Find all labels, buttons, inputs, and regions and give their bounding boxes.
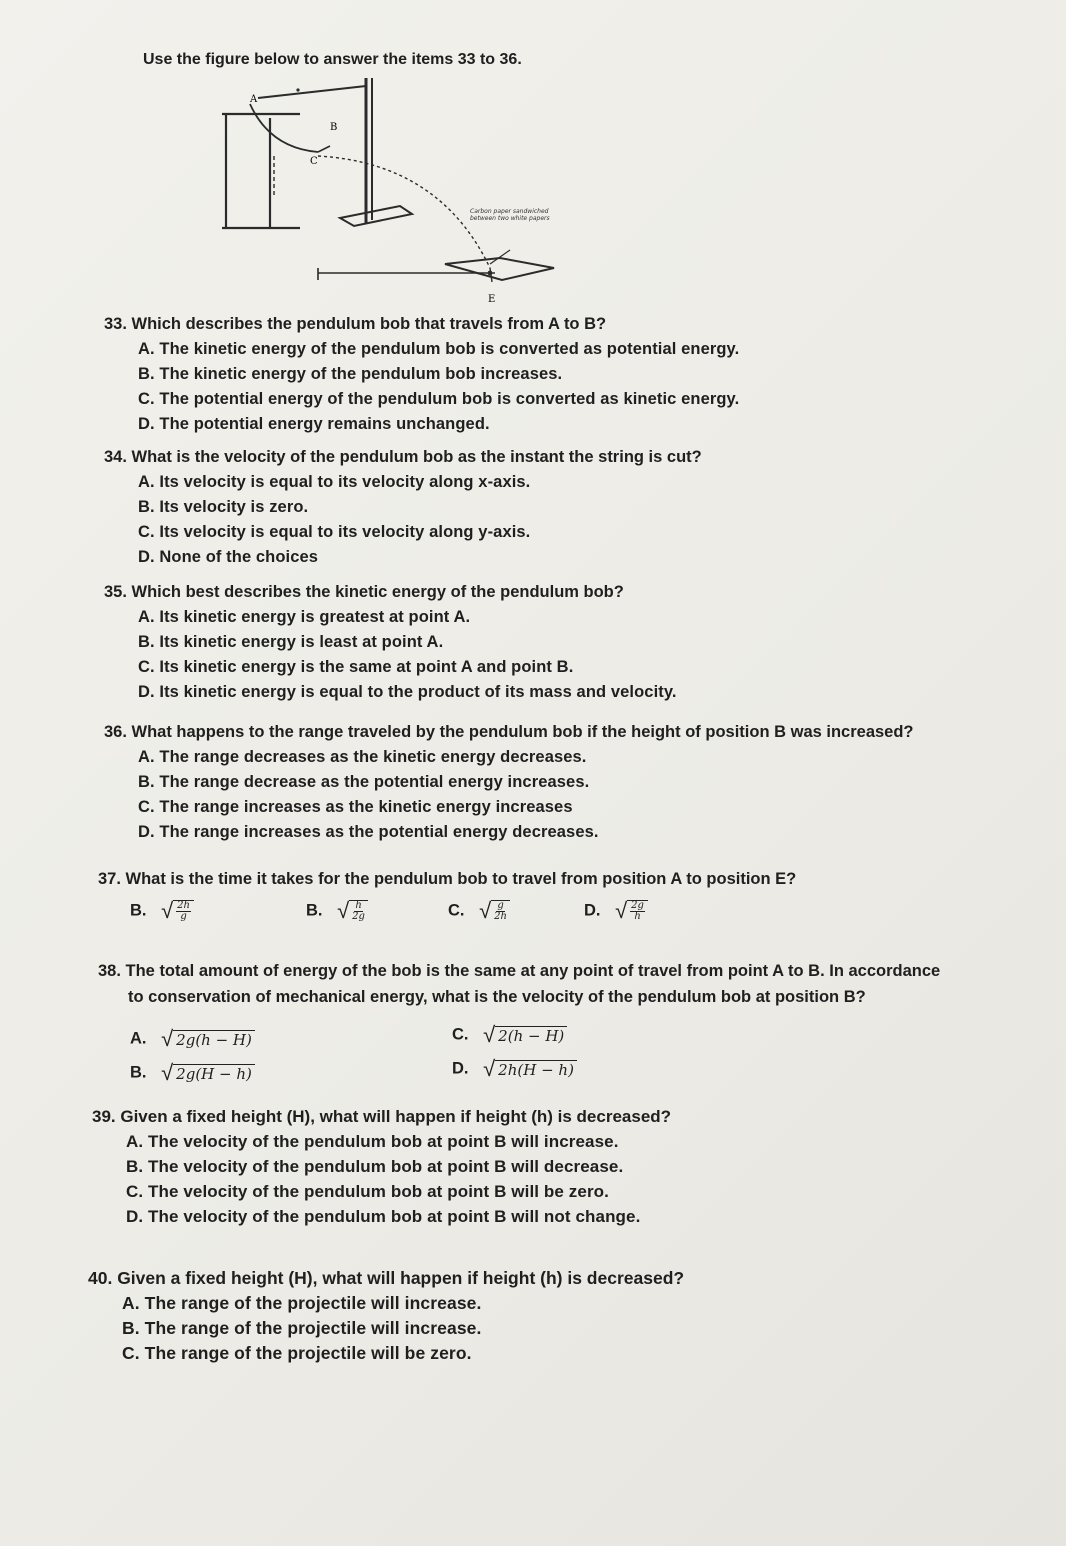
q38-option-d: D. √ 2h(H − h) xyxy=(452,1056,577,1082)
carbon-paper xyxy=(445,258,554,280)
label-e: E xyxy=(488,294,496,305)
option-c: C. The range increases as the kinetic energy increases xyxy=(138,798,573,816)
option-b: B. The kinetic energy of the pendulum bob increases. xyxy=(138,365,563,383)
figure-note: Carbon paper sandwiched between two white papers xyxy=(470,208,550,222)
option-b: B. The velocity of the pendulum bob at point B will decrease. xyxy=(126,1157,624,1176)
option-a: A. The velocity of the pendulum bob at point B will increase. xyxy=(126,1132,619,1151)
option-b: B. The range decrease as the potential energy increases. xyxy=(138,773,590,791)
question-33 xyxy=(104,314,739,434)
question-36 xyxy=(104,722,914,842)
q37-option-2: B. √ $\frac{h}{2g}$ xyxy=(306,898,368,924)
question-40 xyxy=(88,1268,684,1363)
option-c: C. The range of the projectile will be zero. xyxy=(122,1343,472,1363)
option-d: D. The potential energy remains unchanged. xyxy=(138,415,490,433)
question-35 xyxy=(104,582,677,702)
q38-option-c: C. √ 2(h − H) xyxy=(452,1022,567,1048)
option-d: D. The velocity of the pendulum bob at point B will not change. xyxy=(126,1207,641,1226)
q37-option-4: D. √ $\frac{2g}{h}$ xyxy=(584,898,648,924)
option-a: A. The kinetic energy of the pendulum bob is converted as potential energy. xyxy=(138,340,740,358)
option-a: A. Its velocity is equal to its velocity along x-axis. xyxy=(138,473,531,491)
question-stem-line-1: 38. The total amount of energy of the bob is the same at any point of travel from point A to B. In accordance xyxy=(98,962,941,980)
option-d: D. Its kinetic energy is equal to the product of its mass and velocity. xyxy=(138,683,677,701)
q38-option-a: A. √ 2g(h − H) xyxy=(130,1026,255,1052)
q38-option-b: B. √ 2g(H − h) xyxy=(130,1060,255,1086)
question-stem: 36. What happens to the range traveled by the pendulum bob if the height of position B was increased? xyxy=(104,723,914,741)
option-a: A. Its kinetic energy is greatest at point A. xyxy=(138,608,471,626)
pendulum-swing-arc xyxy=(250,104,318,152)
q37-option-3: C. √ $\frac{g}{2h}$ xyxy=(448,898,510,924)
option-b: B. Its kinetic energy is least at point A. xyxy=(138,633,444,651)
option-c: C. Its velocity is equal to its velocity along y-axis. xyxy=(138,523,531,541)
option-b: B. The range of the projectile will increase. xyxy=(122,1318,482,1338)
question-37 xyxy=(98,869,796,889)
question-stem-line-2: to conservation of mechanical energy, what is the velocity of the pendulum bob at position B? xyxy=(128,988,866,1006)
option-c: C. Its kinetic energy is the same at point A and point B. xyxy=(138,658,574,676)
option-c: C. The velocity of the pendulum bob at point B will be zero. xyxy=(126,1182,609,1201)
bob-start xyxy=(296,88,299,91)
question-39 xyxy=(92,1107,671,1227)
question-stem: 39. Given a fixed height (H), what will happen if height (h) is decreased? xyxy=(92,1107,672,1126)
option-a: A. The range of the projectile will increase. xyxy=(122,1293,482,1313)
question-38 xyxy=(98,961,940,1007)
label-c: C xyxy=(310,156,318,167)
label-b: B xyxy=(330,122,338,133)
question-stem: 37. What is the time it takes for the pendulum bob to travel from position A to position E? xyxy=(98,870,797,888)
option-d: D. None of the choices xyxy=(138,548,319,566)
option-a: A. The range decreases as the kinetic energy decreases. xyxy=(138,748,587,766)
question-stem: 40. Given a fixed height (H), what will happen if height (h) is decreased? xyxy=(88,1268,685,1288)
option-c: C. The potential energy of the pendulum bob is converted as kinetic energy. xyxy=(138,390,740,408)
question-stem: 33. Which describes the pendulum bob that travels from A to B? xyxy=(104,315,607,333)
question-34 xyxy=(104,447,702,567)
question-stem: 34. What is the velocity of the pendulum bob as the instant the string is cut? xyxy=(104,448,702,466)
label-a: A xyxy=(250,94,258,105)
option-b: B. Its velocity is zero. xyxy=(138,498,309,516)
projectile-path xyxy=(318,156,490,268)
pendulum-figure xyxy=(150,68,570,308)
q37-option-1: B. √ $\frac{2h}{g}$ xyxy=(130,898,194,924)
question-stem: 35. Which best describes the kinetic energy of the pendulum bob? xyxy=(104,583,624,601)
bob-landing xyxy=(488,271,493,276)
instructions: Use the figure below to answer the items 33 to 36. xyxy=(143,51,522,68)
option-d: D. The range increases as the potential energy decreases. xyxy=(138,823,599,841)
